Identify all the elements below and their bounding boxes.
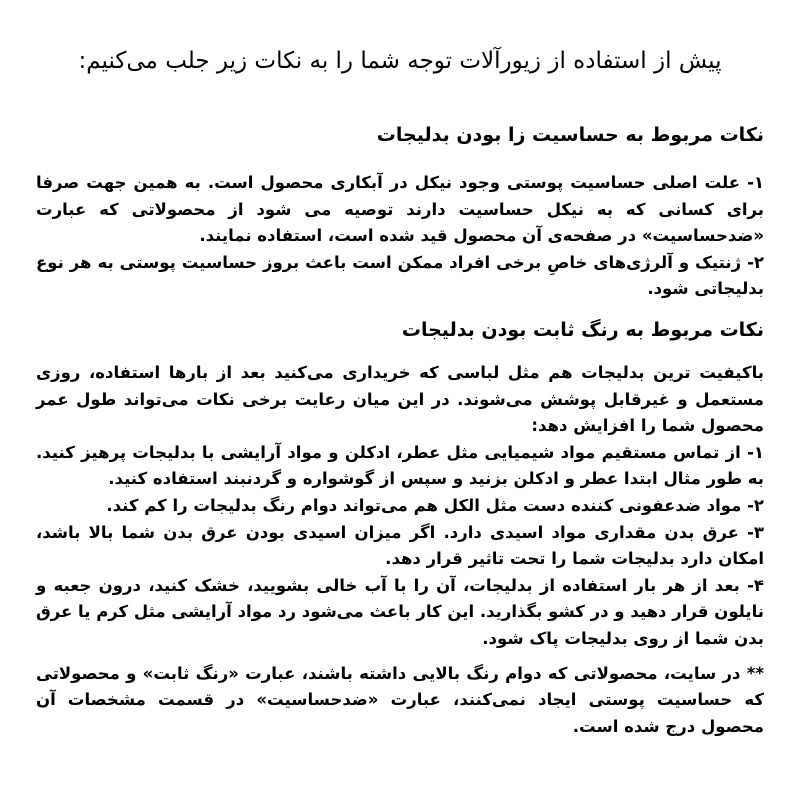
allergy-point-2: ۲- ژنتیک و آلرژی‌های خاصِ برخی افراد ممکن است باعث بروز حساسیت پوستی به هر نوع بدلیجاتی شود. bbox=[36, 252, 764, 299]
colorfastness-intro: باکیفیت ترین بدلیجات هم مثل لباسی که خریداری می‌کنید بعد از بارها استفاده، روزی مستعمل و غیرقابل پوشش می‌شوند. در این میان رعایت برخی نکات می‌تواند طول عمر محصول شما را افزایش دهد: bbox=[36, 362, 764, 436]
allergy-point-1: ۱- علت اصلی حساسیت پوستی وجود نیکل در آبکاری محصول است. به همین جهت صرفا برای کسانی که به نیکل حساسیت دارند توصیه می شود از محصولاتی که عبارت «ضدحساسیت» در صفحه‌ی آن محصول قید شده است، استفاده نمایند. bbox=[36, 173, 764, 246]
section-heading-allergy: نکات مربوط به حساسیت زا بودن بدلیجات bbox=[376, 124, 764, 146]
section-heading-colorfastness: نکات مربوط به رنگ ثابت بودن بدلیجات bbox=[401, 318, 764, 341]
colorfastness-point-2: ۲- مواد ضدعفونی کننده دست مثل الکل هم می‌تواند دوام رنگ بدلیجات را کم کند. bbox=[106, 495, 764, 515]
page-title: پیش از استفاده از زیورآلات توجه شما را به نکات زیر جلب می‌کنیم: bbox=[78, 48, 722, 74]
colorfastness-point-4: ۴- بعد از هر بار استفاده از بدلیجات، آن را با آب خالی بشویید، خشک کنید، درون جعبه و نایلون قرار دهید و در کشو بگذارید. این کار باعث می‌شود رد مواد آرایشی مثل کرم یا عرق بدن شما از روی بدلیجات پاک شود. bbox=[36, 575, 764, 648]
colorfastness-point-1: ۱- از تماس مستقیم مواد شیمیایی مثل عطر، ادکلن و مواد آرایشی با بدلیجات پرهیز کنید. به طور مثال ابتدا عطر و ادکلن بزنید و سپس از گوشواره و گردنبند استفاده کنید. bbox=[36, 442, 764, 489]
footnote: ** در سایت، محصولاتی که دوام رنگ بالایی داشته باشند، عبارت «رنگ ثابت» و محصولاتی که حساسیت پوستی ایجاد نمی‌کنند، عبارت «ضدحساسیت» در قسمت مشخصات آن محصول درج شده است. bbox=[36, 663, 764, 736]
colorfastness-point-3: ۳- عرق بدن مقداری مواد اسیدی دارد. اگر میزان اسیدی بودن عرق بدن شما بالا باشد، امکان دارد بدلیجات شما را تحت تاثیر قرار دهد. bbox=[36, 522, 764, 569]
document-content bbox=[36, 122, 764, 740]
